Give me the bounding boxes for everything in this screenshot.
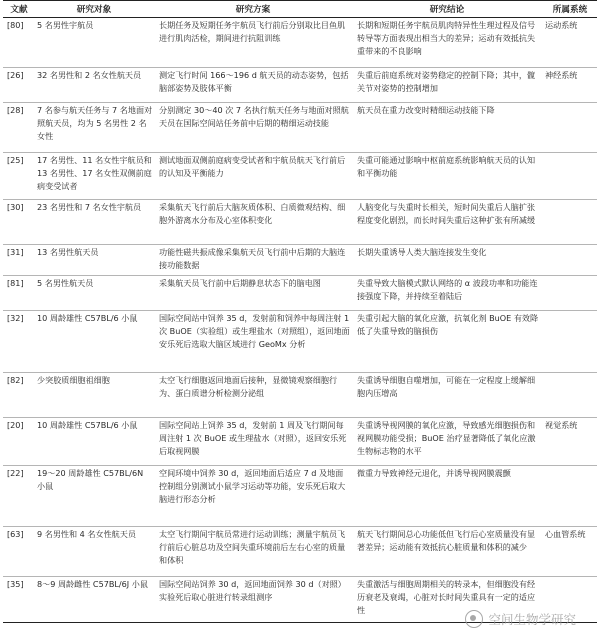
cell-scheme: 测试地面双侧前庭病变受试者和宇航员航天飞行前后的认知及平衡能力 — [159, 155, 346, 178]
cell-subject: 9 名男性和 4 名女性航天员 — [37, 529, 136, 539]
cell-subject: 19～20 周龄雄性 C57BL/6N 小鼠 — [37, 468, 144, 491]
table-header — [3, 0, 597, 18]
cell-ref: [20] — [7, 420, 24, 430]
cell-subject: 8～9 周龄雌性 C57BL/6J 小鼠 — [37, 579, 148, 589]
cell-ref: [25] — [7, 155, 24, 165]
cell-system — [543, 373, 597, 374]
research-table — [3, 0, 597, 623]
cell-ref: [32] — [7, 313, 24, 323]
table-row — [3, 200, 597, 245]
cell-system: 心血管系统 — [545, 529, 586, 539]
cell-conclusion: 失重诱导细胞自噬增加，可能在一定程度上缓解细胞内压增高 — [357, 375, 536, 398]
cell-subject: 17 名男性、11 名女性宇航员和 13 名男性、17 名女性双侧前庭病变受试者 — [37, 155, 152, 191]
cell-ref: [30] — [7, 202, 24, 212]
cell-subject: 10 周龄雄性 C57BL/6 小鼠 — [37, 420, 138, 430]
cell-ref: [26] — [7, 70, 24, 80]
cell-conclusion: 失重诱导视网膜的氧化应激，导致感光细胞损伤和视网膜功能受损；BuOE 治疗显著降低了氧化应激生物标志物的水平 — [357, 420, 536, 456]
cell-ref: [81] — [7, 278, 24, 288]
table-row — [3, 466, 597, 527]
cell-subject: 13 名男性航天员 — [37, 247, 99, 257]
cell-conclusion: 失重激活与细胞周期相关的转录本，但细胞没有经历衰老及衰竭，心脏对长时间失重具有一定的适应性 — [357, 579, 536, 615]
table-row — [3, 245, 597, 276]
cell-system — [543, 103, 597, 104]
header-ref: 文献 — [10, 5, 28, 15]
cell-subject: 32 名男性和 2 名女性航天员 — [37, 70, 142, 80]
cell-ref: [82] — [7, 375, 24, 385]
watermark — [465, 610, 576, 628]
cell-system — [543, 153, 597, 154]
cell-scheme: 分别测定 30～40 次 7 名执行航天任务与地面对照航天员在国际空间站任务前中后期的精细运动技能 — [159, 105, 349, 128]
cell-subject: 5 名男性航天员 — [37, 278, 94, 288]
cell-system: 视觉系统 — [545, 420, 578, 430]
table-row — [3, 311, 597, 373]
cell-conclusion: 航天飞行期间总心功能低但飞行后心室质量没有显著差异；运动能有效抵抗心脏质量和体积的减少 — [357, 529, 536, 552]
cell-conclusion: 失重后前庭系统对姿势稳定的控制下降；其中，髋关节对姿势的控制增加 — [357, 70, 536, 93]
cell-scheme: 长期任务及短期任务宇航员飞行前后分别取比目鱼肌进行肌肉活检，期间进行抗阻训练 — [159, 20, 346, 43]
cell-system: 神经系统 — [545, 70, 578, 80]
cell-conclusion: 失重引起大脑的氧化应激，抗氧化剂 BuOE 有效降低了失重导致的脑损伤 — [357, 313, 539, 336]
cell-ref: [22] — [7, 468, 24, 478]
cell-system — [543, 577, 597, 578]
table-row — [3, 373, 597, 418]
cell-ref: [28] — [7, 105, 24, 115]
cell-conclusion: 微重力导致神经元退化，并诱导视网膜震颤 — [357, 468, 511, 478]
cell-scheme: 功能性磁共振成像采集航天员飞行前中后期的大脑连接功能数据 — [159, 247, 346, 270]
table-row — [3, 418, 597, 466]
cell-subject: 23 名男性和 7 名女性宇航员 — [37, 202, 142, 212]
cell-scheme: 采集航天飞行前后大脑灰质体积、白质微观结构、细胞外游离水分布及心室体积变化 — [159, 202, 346, 225]
cell-scheme: 国际空间站上饲养 35 d，发射前 1 周及飞行期间每周注射 1 次 BuOE 或生理盐水（对照），返回安乐死后取视网膜 — [159, 420, 347, 456]
cell-conclusion: 长期失重诱导人类大脑连接发生变化 — [357, 247, 487, 257]
cell-conclusion: 长期和短期任务宇航员肌肉特异性生理过程及信号转导等方面表现出相当大的差异；运动有效抵抗失重带来的不良影响 — [357, 20, 536, 56]
cell-subject: 少突胶质细胞祖细胞 — [37, 375, 110, 385]
cell-conclusion: 人脑变化与失重时长相关，短时间失重后人脑扩张程度变化剧烈，而长时间失重后这种扩张有所减缓 — [357, 202, 536, 225]
header-conclusion: 研究结论 — [429, 5, 465, 15]
cell-conclusion: 失重可能通过影响中枢前庭系统影响航天员的认知和平衡功能 — [357, 155, 536, 178]
cell-subject: 7 名参与航天任务与 7 名地面对照航天员，均为 5 名男性 2 名女性 — [37, 105, 153, 141]
table-row — [3, 527, 597, 577]
cell-system — [543, 276, 597, 277]
cell-subject: 5 名男性宇航员 — [37, 20, 94, 30]
cell-ref: [31] — [7, 247, 24, 257]
cell-ref: [63] — [7, 529, 24, 539]
cell-conclusion: 航天员在重力改变时精细运动技能下降 — [357, 105, 495, 115]
wechat-logo-icon — [465, 610, 483, 628]
cell-ref: [35] — [7, 579, 24, 589]
cell-system — [543, 466, 597, 467]
cell-system: 运动系统 — [545, 20, 578, 30]
table-row — [3, 18, 597, 68]
cell-scheme: 空间环境中饲养 30 d，返回地面后适应 7 d 及地面控制组分别测试小鼠学习运动等功能，安乐死后取大脑进行形态分析 — [159, 468, 346, 504]
header-subject: 研究对象 — [76, 5, 112, 15]
header-scheme: 研究方案 — [235, 5, 271, 15]
cell-system — [543, 311, 597, 312]
cell-scheme: 测定飞行时间 166～196 d 航天员的动态姿势，包括脑部姿势及肢体平衡 — [159, 70, 349, 93]
watermark-text: 空间生物学研究 — [488, 612, 576, 627]
table-row — [3, 276, 597, 311]
cell-system — [543, 200, 597, 201]
cell-ref: [80] — [7, 20, 24, 30]
cell-system — [543, 245, 597, 246]
table-row — [3, 68, 597, 103]
table-row — [3, 103, 597, 153]
cell-subject: 10 周龄雄性 C57BL/6 小鼠 — [37, 313, 138, 323]
cell-scheme: 国际空间站中饲养 35 d，发射前和饲养中每周注射 1 次 BuOE（实验组）或生理盐水（对照组），返回地面安乐死后选取大脑区域进行 GeoMx 分析 — [159, 313, 350, 349]
cell-scheme: 国际空间站饲养 30 d，返回地面饲养 30 d（对照）实验死后取心脏进行转录组测序 — [159, 579, 346, 602]
cell-scheme: 采集航天员飞行前中后期静息状态下的脑电图 — [159, 278, 321, 288]
header-system: 所属系统 — [552, 5, 588, 15]
cell-scheme: 太空飞行期间宇航员常进行运动训练；测量宇航员飞行前后心脏总功及空间失重环境前后左右心室的质量和体积 — [159, 529, 346, 565]
cell-scheme: 太空飞行细胞返回地面后接种，显微镜观察细胞行为、蛋白质谱分析检测分泌组 — [159, 375, 338, 398]
cell-conclusion: 失重导致大脑模式默认网络的 α 波段功率和功能连接强度下降，并持续至着陆后 — [357, 278, 538, 301]
table-row — [3, 153, 597, 200]
